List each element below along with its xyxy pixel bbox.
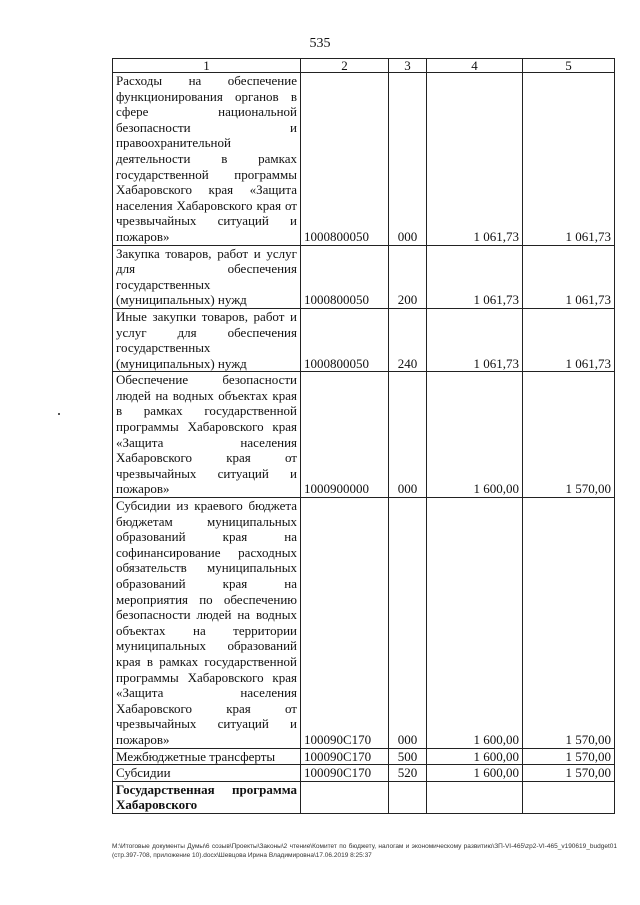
row-amount-5: 1 061,73 (523, 73, 615, 246)
row-expense-type (389, 781, 427, 813)
row-expense-type: 000 (389, 73, 427, 246)
budget-table (112, 58, 615, 814)
column-header-2: 2 (301, 59, 389, 73)
column-header-5: 5 (523, 59, 615, 73)
page-number: 535 (309, 36, 331, 51)
table-row (113, 372, 615, 498)
row-expense-type: 000 (389, 498, 427, 749)
row-name: Закупка товаров, работ и услуг для обеспечения государственных (муниципальных) нужд (113, 245, 301, 308)
row-amount-4 (427, 781, 523, 813)
row-amount-4: 1 061,73 (427, 245, 523, 308)
row-amount-5: 1 570,00 (523, 498, 615, 749)
row-expense-type: 520 (389, 765, 427, 782)
row-amount-5: 1 570,00 (523, 372, 615, 498)
table-row (113, 308, 615, 371)
row-amount-5: 1 061,73 (523, 308, 615, 371)
table-row (113, 765, 615, 782)
table-row (113, 73, 615, 246)
row-amount-4: 1 061,73 (427, 73, 523, 246)
row-name: Обеспечение безопасности людей на водных объектах края в рамках государственной программы Хабаровского края «Защита населения Хабаровского края от чрезвычайных ситуаций и пожаров» (113, 372, 301, 498)
row-amount-5: 1 570,00 (523, 765, 615, 782)
row-target-code: 100090C170 (301, 498, 389, 749)
row-name: Межбюджетные трансферты (113, 748, 301, 765)
row-target-code: 1000900000 (301, 372, 389, 498)
row-expense-type: 200 (389, 245, 427, 308)
row-target-code (301, 781, 389, 813)
row-expense-type: 500 (389, 748, 427, 765)
row-target-code: 100090C170 (301, 765, 389, 782)
row-name: Субсидии (113, 765, 301, 782)
file-path-footer: M:\Итоговые документы Думы\6 созыв\Проекты\Законы\2 чтение\Комитет по бюджету, налогам и экономическому развитию\ЗП-VI-465\zp2-VI-465_v190619_budget01 (стр.397-708, приложение 10).docx\Шевцова Ирина Владимировна\17.06.2019 8:25:37 (112, 843, 617, 859)
row-amount-4: 1 061,73 (427, 308, 523, 371)
table-header-row (113, 59, 615, 73)
row-target-code: 1000800050 (301, 245, 389, 308)
row-amount-4: 1 600,00 (427, 765, 523, 782)
table-row (113, 781, 615, 813)
row-expense-type: 240 (389, 308, 427, 371)
scan-speck (58, 413, 60, 415)
row-target-code: 1000800050 (301, 73, 389, 246)
row-target-code: 1000800050 (301, 308, 389, 371)
row-amount-4: 1 600,00 (427, 498, 523, 749)
row-name: Государственная программа Хабаровского (113, 781, 301, 813)
row-target-code: 100090C170 (301, 748, 389, 765)
row-amount-4: 1 600,00 (427, 372, 523, 498)
row-amount-5: 1 061,73 (523, 245, 615, 308)
column-header-1: 1 (113, 59, 301, 73)
table-row (113, 498, 615, 749)
row-name: Расходы на обеспечение функционирования органов в сфере национальной безопасности и правоохранительной деятельности в рамках государственной программы Хабаровского края «Защита населения Хабаровского края от чрезвычайных ситуаций и пожаров» (113, 73, 301, 246)
row-name: Субсидии из краевого бюджета бюджетам муниципальных образований края на софинансирование расходных обязательств муниципальных образований края на мероприятия по обеспечению безопасности людей на водных объектах на территории муниципальных образований края в рамках государственной программы Хабаровского края «Защита населения Хабаровского края от чрезвычайных ситуаций и пожаров» (113, 498, 301, 749)
row-amount-5: 1 570,00 (523, 748, 615, 765)
row-amount-5 (523, 781, 615, 813)
row-expense-type: 000 (389, 372, 427, 498)
table-row (113, 245, 615, 308)
row-name: Иные закупки товаров, работ и услуг для обеспечения государственных (муниципальных) нужд (113, 308, 301, 371)
column-header-3: 3 (389, 59, 427, 73)
row-amount-4: 1 600,00 (427, 748, 523, 765)
column-header-4: 4 (427, 59, 523, 73)
table-row (113, 748, 615, 765)
